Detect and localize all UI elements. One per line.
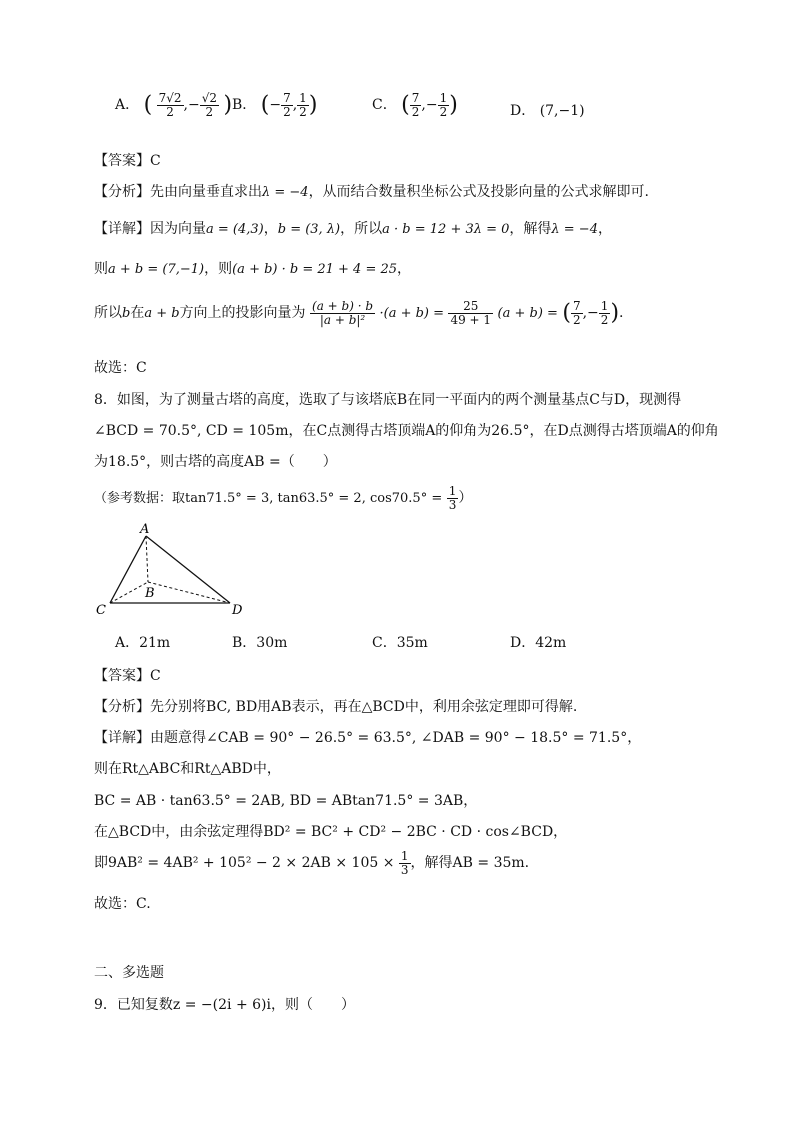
option-label: A． xyxy=(115,97,140,114)
edge-ac xyxy=(110,536,146,603)
math: a + b xyxy=(144,306,180,322)
vertex-label-b: B xyxy=(145,586,155,601)
q7-option-c: C． ( $\frac{7}{2}$ ,− $\frac{1}{2}$ ) xyxy=(372,91,458,119)
q8-reference-data xyxy=(94,485,472,511)
q8-stem-line3 xyxy=(94,451,337,471)
q8-answer xyxy=(94,665,161,685)
q8-detail-line3 xyxy=(94,790,477,810)
q8-stem-line1 xyxy=(94,389,681,409)
q7-detail-line1 xyxy=(94,218,612,238)
detail-tag: 【详解】 xyxy=(94,730,150,746)
math: (a + b) = xyxy=(497,306,558,322)
text: 在 xyxy=(130,305,145,322)
fraction: $\frac{1}{3}$ xyxy=(400,849,409,877)
q8-stem-line2 xyxy=(94,420,719,440)
math: ·(a + b) = xyxy=(379,306,445,322)
text: ，则 xyxy=(204,261,233,277)
analysis-tag: 【分析】 xyxy=(94,699,150,715)
q7-detail-line2 xyxy=(94,258,411,278)
text: 因为向量 xyxy=(150,221,206,237)
option-label: C． xyxy=(372,97,397,114)
math: a · b = 12 + 3λ = 0 xyxy=(382,222,510,237)
math: λ = −4 xyxy=(262,185,309,200)
q8-option-d: D．42m xyxy=(510,635,567,651)
fraction: $\frac{7√2}{2}$ xyxy=(158,91,182,119)
fraction: $\frac{25}{49 + 1}$ xyxy=(450,299,492,327)
detail-text: BC = AB · tan63.5° = 2AB, BD = ABtan71.5° = 3AB， xyxy=(94,793,478,809)
q7-analysis xyxy=(94,181,649,201)
detail-text: 由题意得∠CAB = 90° − 26.5° = 63.5°, ∠DAB = 90° − 18.5° = 71.5°， xyxy=(150,730,642,746)
math: b xyxy=(122,306,131,322)
text: ，解得 xyxy=(509,221,552,237)
answer-tag: 【答案】 xyxy=(94,153,150,169)
q8-detail-line5 xyxy=(94,850,529,876)
fraction: $\frac{1}{2}$ xyxy=(299,91,307,119)
reference-text: （参考数据：取tan71.5° = 3, tan63.5° = 2, cos70.5° = xyxy=(94,491,443,507)
answer-value: C xyxy=(150,668,161,684)
fraction: $\frac{√2}{2}$ xyxy=(201,91,218,119)
q7-option-b: B． (− $\frac{7}{2}$ , $\frac{1}{2}$ ) xyxy=(232,91,318,119)
projection-fraction: $\frac{(a + b) \cdot b}{\text{|a + b|²}}$ xyxy=(312,299,374,327)
question-text: ∠BCD = 70.5°, CD = 105m，在C点测得古塔顶端A的仰角为26.5°，在D点测得古塔顶端A的仰角 xyxy=(94,423,719,439)
option-label: D． xyxy=(510,103,536,119)
fraction: $\frac{1}{3}$ xyxy=(448,484,457,512)
vertex-label-d: D xyxy=(232,603,243,618)
question-text: 8．如图，为了测量古塔的高度，选取了与该塔底B在同一平面内的两个测量基点C与D，现测得 xyxy=(94,392,682,408)
q8-analysis xyxy=(94,696,577,716)
math: λ = −4 xyxy=(551,222,598,237)
q7-option-a: A． ( $\frac{7√2}{2}$ ,− $\frac{√2}{2}$ ) xyxy=(115,91,233,119)
fraction: $\frac{7}{2}$ xyxy=(283,91,291,119)
q8-conclusion xyxy=(94,893,151,913)
q9-stem xyxy=(94,994,355,1014)
tower-figure xyxy=(90,518,260,622)
text: ， xyxy=(397,261,412,277)
detail-text: 则在Rt△ABC和Rt△ABD中， xyxy=(94,761,281,777)
analysis-text: 先分别将BC, BD用AB表示，再在△BCD中，利用余弦定理即可得解. xyxy=(150,699,578,715)
text: 所以 xyxy=(94,305,122,322)
detail-text: 即9AB² = 4AB² + 105² − 2 × 2AB × 105 × xyxy=(94,855,395,872)
question-text: 为18.5°，则古塔的高度AB =（ ） xyxy=(94,454,337,470)
math: a + b = (7,−1) xyxy=(108,262,205,277)
q8-detail-line4 xyxy=(94,821,567,841)
detail-text: ，解得AB = 35m. xyxy=(410,855,530,872)
vertex-label-a: A xyxy=(140,522,150,537)
math: a = (4,3) xyxy=(206,222,264,237)
q7-detail-line3: 所以b在a + b方向上的投影向量为 $\frac{(a + b) \cdot b}{\text{|a + b|²}}$ ·(a + b) = $\frac{25}{49 + 1}$ (a + b) = ( $\frac{7}{2}$ ,− $\frac{1}{2}$ ). xyxy=(94,299,624,327)
reference-text: ） xyxy=(458,490,473,507)
question-text: 9．已知复数z = −(2i + 6)i，则（ ） xyxy=(94,997,355,1013)
section-title-text: 二、多选题 xyxy=(94,965,164,981)
q8-option-c: C．35m xyxy=(372,635,428,651)
vertex-label-c: C xyxy=(96,603,106,618)
q8-detail-line1 xyxy=(94,727,641,747)
text: ，所以 xyxy=(340,221,383,237)
math: (a + b) · b = 21 + 4 = 25 xyxy=(232,262,398,277)
q8-detail-line2 xyxy=(94,758,281,778)
edge-ad xyxy=(146,536,230,603)
fraction: $\frac{1}{2}$ xyxy=(439,91,448,119)
q8-option-b: B．30m xyxy=(232,635,288,651)
text: ， xyxy=(597,221,612,237)
option-label: B． xyxy=(232,97,257,114)
analysis-text: ，从而结合数量积坐标公式及投影向量的公式求解即可. xyxy=(308,184,650,200)
conclusion-text: 故选：C xyxy=(94,360,147,376)
option-text: (7,−1) xyxy=(539,103,585,119)
text: 方向上的投影向量为 xyxy=(179,305,306,322)
math: b = (3, λ) xyxy=(277,222,341,237)
q8-option-a: A．21m xyxy=(115,635,171,651)
text: ， xyxy=(263,221,278,237)
fraction: $\frac{1}{2}$ xyxy=(600,299,609,327)
answer-value: C xyxy=(150,153,161,169)
edge-ab xyxy=(146,536,148,582)
conclusion-text: 故选：C. xyxy=(94,896,151,912)
analysis-text: 先由向量垂直求出 xyxy=(150,184,262,200)
q7-option-d xyxy=(510,100,585,120)
analysis-tag: 【分析】 xyxy=(94,184,150,200)
answer-tag: 【答案】 xyxy=(94,668,150,684)
text: 则 xyxy=(94,261,108,277)
detail-text: 在△BCD中，由余弦定理得BD² = BC² + CD² − 2BC · CD · cos∠BCD， xyxy=(94,824,568,840)
fraction: $\frac{7}{2}$ xyxy=(411,91,420,119)
q7-answer xyxy=(94,150,161,170)
detail-tag: 【详解】 xyxy=(94,221,150,237)
section-title xyxy=(94,962,164,982)
fraction: $\frac{7}{2}$ xyxy=(572,299,581,327)
q7-conclusion xyxy=(94,357,147,377)
